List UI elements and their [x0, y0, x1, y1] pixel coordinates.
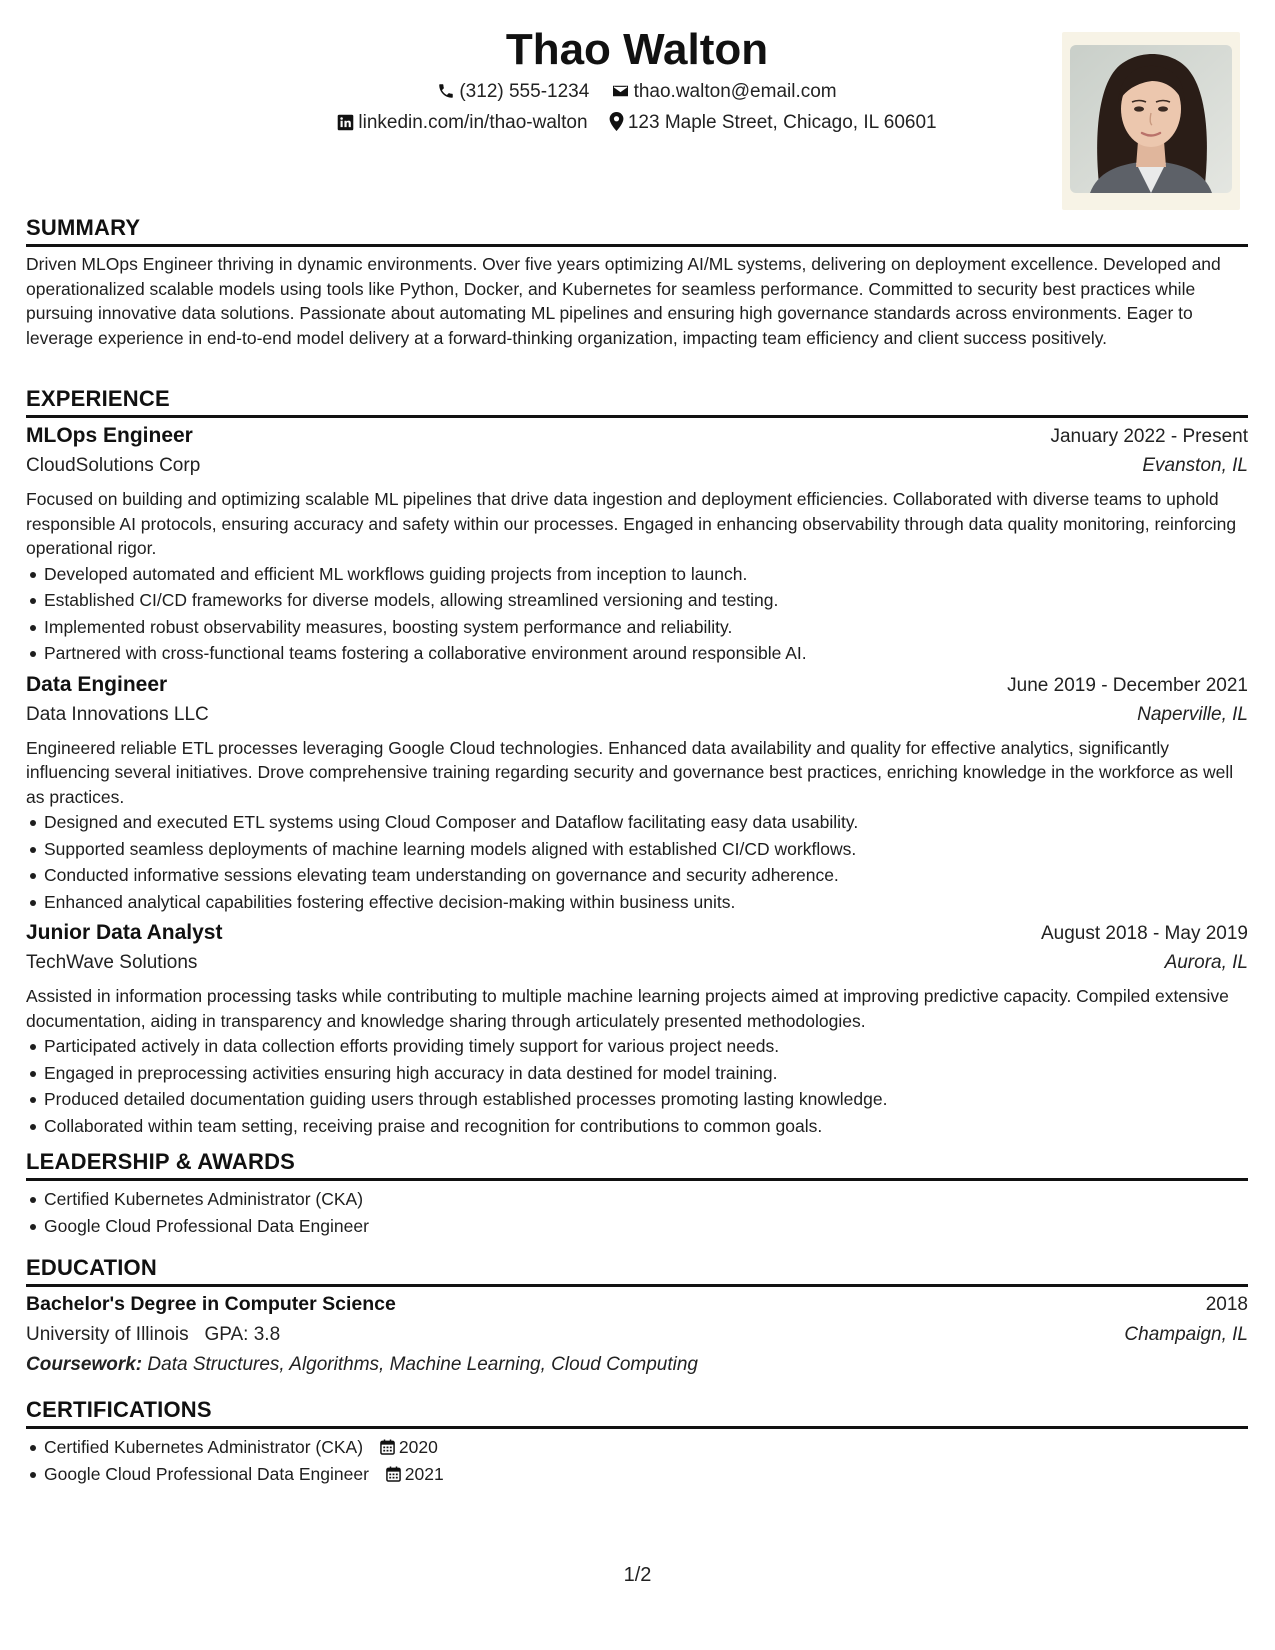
phone-icon — [437, 82, 455, 100]
list-item: Established CI/CD frameworks for diverse models, allowing streamlined versioning and testing. — [26, 587, 1248, 614]
email-text: thao.walton@email.com — [633, 81, 837, 102]
coursework — [26, 1354, 1248, 1384]
job-subheader — [26, 455, 1248, 485]
certifications-heading: CERTIFICATIONS — [26, 1396, 1248, 1429]
resume-page — [26, 0, 1248, 1650]
list-item: Certified Kubernetes Administrator (CKA) — [26, 1186, 1248, 1213]
job-subheader — [26, 704, 1248, 734]
list-item — [26, 1434, 1248, 1461]
job-bullets — [26, 809, 1248, 915]
list-item: Collaborated within team setting, receiving praise and recognition for contributions to common goals. — [26, 1113, 1248, 1140]
job-location: Evanston, IL — [1142, 455, 1248, 476]
school-location: Champaign, IL — [1124, 1324, 1248, 1345]
profile-photo-frame — [1062, 32, 1240, 210]
certifications-list — [26, 1434, 1248, 1487]
list-item: Supported seamless deployments of machine learning models aligned with established CI/CD workflows. — [26, 836, 1248, 863]
summary-text: Driven MLOps Engineer thriving in dynamic environments. Over five years optimizing AI/ML systems, delivering on deployment excellence. Developed and operationalized scalable models using tools like Python, Docker, and Kubernetes for seamless performance. Committed to security best practices while pursuing innovative data solutions. Passionate about automating ML pipelines and ensuring high governance standards across environments. Eager to leverage experience in end-to-end model delivery at a forward-thinking organization, impacting team efficiency and client success positively. — [26, 254, 1221, 348]
cert-year: 2021 — [404, 1463, 444, 1484]
company-name: CloudSolutions Corp — [26, 455, 201, 476]
linkedin-contact[interactable] — [337, 110, 587, 136]
job-header — [26, 424, 1248, 455]
profile-photo — [1070, 45, 1232, 193]
candidate-name: Thao Walton — [505, 25, 769, 74]
linkedin-text: linkedin.com/in/thao-walton — [358, 112, 588, 133]
job-dates: January 2022 - Present — [1050, 426, 1248, 447]
list-item: Produced detailed documentation guiding users through established processes promoting lasting knowledge. — [26, 1086, 1248, 1113]
education-heading: EDUCATION — [26, 1254, 1248, 1287]
job-description: Engineered reliable ETL processes leveraging Google Cloud technologies. Enhanced data availability and quality for effective analytics, significantly influencing several initiatives. Drove comprehensive training regarding security and governance best practices, enriching knowledge in the workforce as well as practices. — [26, 737, 1234, 807]
list-item: Partnered with cross-functional teams fostering a collaborative environment around responsible AI. — [26, 640, 1248, 667]
list-item: Enhanced analytical capabilities fostering effective decision-making within business units. — [26, 889, 1248, 916]
job-dates: June 2019 - December 2021 — [1007, 674, 1248, 696]
job-entry — [26, 424, 1248, 667]
job-header — [26, 921, 1248, 952]
map-marker-icon — [609, 112, 624, 131]
job-dates: August 2018 - May 2019 — [1040, 923, 1248, 944]
calendar-icon — [386, 1466, 401, 1482]
calendar-icon — [380, 1439, 395, 1455]
job-bullets — [26, 561, 1248, 667]
list-item: Google Cloud Professional Data Engineer — [26, 1213, 1248, 1240]
job-location: Aurora, IL — [1164, 952, 1248, 973]
phone-contact[interactable] — [437, 79, 589, 105]
school-info — [26, 1324, 280, 1346]
job-title: MLOps Engineer — [26, 424, 193, 447]
email-contact[interactable] — [611, 79, 837, 105]
cert-name: Certified Kubernetes Administrator (CKA) — [44, 1437, 364, 1457]
job-description: Focused on building and optimizing scalable ML pipelines that drive data ingestion and deployment efficiencies. Collaborated with diverse teams to uphold responsible AI protocols, ensuring accuracy and safety within our processes. Engaged in enhancing observability through data quality monitoring, reinforcing operational rigor. — [26, 489, 1237, 558]
list-item: Participated actively in data collection efforts providing timely support for various project needs. — [26, 1033, 1248, 1060]
education-section — [26, 1254, 1248, 1384]
list-item: Designed and executed ETL systems using Cloud Composer and Dataflow facilitating easy data usability. — [26, 809, 1248, 836]
address-contact — [609, 110, 937, 136]
cert-date — [386, 1464, 444, 1484]
education-subheader — [26, 1324, 1248, 1354]
resume-header — [26, 0, 1248, 222]
job-location: Naperville, IL — [1137, 703, 1248, 725]
gpa: GPA: 3.8 — [204, 1324, 281, 1345]
job-subheader — [26, 952, 1248, 982]
degree-title: Bachelor's Degree in Computer Science — [26, 1293, 396, 1315]
job-header — [26, 673, 1248, 704]
portrait-image — [1070, 45, 1232, 193]
list-item: Conducted informative sessions elevating team understanding on governance and security adherence. — [26, 862, 1248, 889]
job-title: Junior Data Analyst — [26, 921, 223, 944]
certifications-section — [26, 1396, 1248, 1487]
phone-text: (312) 555-1234 — [459, 81, 590, 102]
experience-heading: EXPERIENCE — [26, 385, 1248, 418]
graduation-year: 2018 — [1205, 1294, 1248, 1315]
list-item — [26, 1461, 1248, 1488]
company-name: Data Innovations LLC — [26, 703, 209, 725]
education-header — [26, 1293, 1248, 1324]
summary-section — [26, 214, 1248, 350]
leadership-heading: LEADERSHIP & AWARDS — [26, 1148, 1248, 1181]
list-item: Implemented robust observability measures, boosting system performance and reliability. — [26, 614, 1248, 641]
leadership-list — [26, 1186, 1248, 1239]
job-entry — [26, 921, 1248, 1139]
company-name: TechWave Solutions — [26, 952, 198, 973]
job-description: Assisted in information processing tasks while contributing to multiple machine learning projects aimed at improving predictive capacity. Compiled extensive documentation, aiding in transparency and knowledge sharing through articulately presented methodologies. — [26, 986, 1229, 1031]
address-text: 123 Maple Street, Chicago, IL 60601 — [627, 112, 937, 133]
school-name: University of Illinois — [26, 1324, 189, 1345]
summary-heading: SUMMARY — [26, 214, 1248, 247]
page-number: 1/2 — [623, 1564, 652, 1586]
cert-name: Google Cloud Professional Data Engineer — [44, 1463, 369, 1484]
coursework-text: Data Structures, Algorithms, Machine Learning, Cloud Computing — [147, 1354, 698, 1375]
job-title: Data Engineer — [26, 672, 168, 696]
experience-section — [26, 385, 1248, 1139]
envelope-icon — [611, 82, 630, 100]
cert-year: 2020 — [398, 1437, 438, 1457]
list-item: Engaged in preprocessing activities ensuring high accuracy in data destined for model training. — [26, 1060, 1248, 1087]
coursework-label: Coursework: — [26, 1354, 143, 1375]
job-entry — [26, 673, 1248, 916]
list-item: Developed automated and efficient ML workflows guiding projects from inception to launch. — [26, 561, 1248, 588]
job-bullets — [26, 1033, 1248, 1139]
cert-date — [380, 1437, 438, 1457]
leadership-section — [26, 1148, 1248, 1239]
linkedin-icon — [337, 114, 354, 131]
